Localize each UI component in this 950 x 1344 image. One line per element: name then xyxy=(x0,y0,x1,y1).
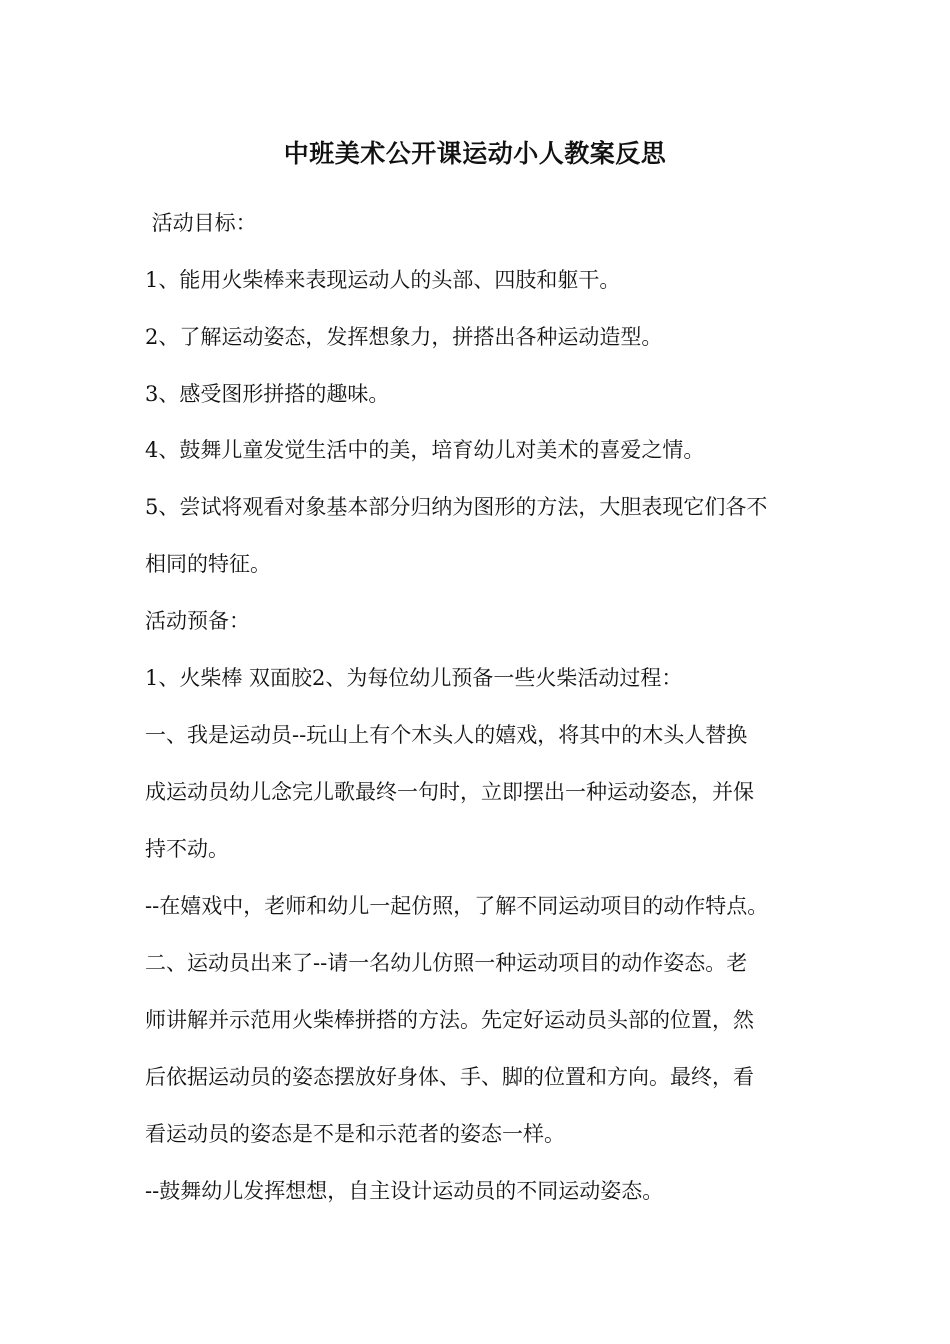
goal-item-1: 1、能用火柴棒来表现运动人的头部、四肢和躯干。 xyxy=(145,268,621,292)
process-step-2-line-3: 后依据运动员的姿态摆放好身体、手、脚的位置和方向。最终，看 xyxy=(145,1065,754,1089)
process-step-2-line-2: 师讲解并示范用火柴棒拼搭的方法。先定好运动员头部的位置，然 xyxy=(145,1008,754,1032)
goal-item-2: 2、了解运动姿态，发挥想象力，拼搭出各种运动造型。 xyxy=(145,325,663,349)
section-heading-goals: 活动目标： xyxy=(145,211,257,235)
process-step-1-line-2: 成运动员幼儿念完儿歌最终一句时，立即摆出一种运动姿态，并保 xyxy=(145,780,754,804)
process-step-2-note: --鼓舞幼儿发挥想想，自主设计运动员的不同运动姿态。 xyxy=(145,1179,664,1203)
process-step-2-line-1: 二、运动员出来了--请一名幼儿仿照一种运动项目的动作姿态。老 xyxy=(145,951,748,975)
goal-item-3: 3、感受图形拼搭的趣味。 xyxy=(145,382,390,406)
process-step-1-line-3: 持不动。 xyxy=(145,837,229,861)
process-step-2-line-4: 看运动员的姿态是不是和示范者的姿态一样。 xyxy=(145,1122,565,1146)
goal-item-5-line-2: 相同的特征。 xyxy=(145,552,271,576)
section-heading-preparation: 活动预备： xyxy=(145,609,250,633)
goal-item-4: 4、鼓舞儿童发觉生活中的美，培育幼儿对美术的喜爱之情。 xyxy=(145,438,705,462)
preparation-item: 1、火柴棒 双面胶2、为每位幼儿预备一些火柴活动过程： xyxy=(145,666,683,690)
process-step-1-note: --在嬉戏中，老师和幼儿一起仿照，了解不同运动项目的动作特点。 xyxy=(145,894,769,918)
page-title: 中班美术公开课运动小人教案反思 xyxy=(283,139,667,168)
goal-item-5-line-1: 5、尝试将观看对象基本部分归纳为图形的方法，大胆表现它们各不 xyxy=(145,495,768,519)
process-step-1-line-1: 一、我是运动员--玩山上有个木头人的嬉戏，将其中的木头人替换 xyxy=(145,723,748,747)
